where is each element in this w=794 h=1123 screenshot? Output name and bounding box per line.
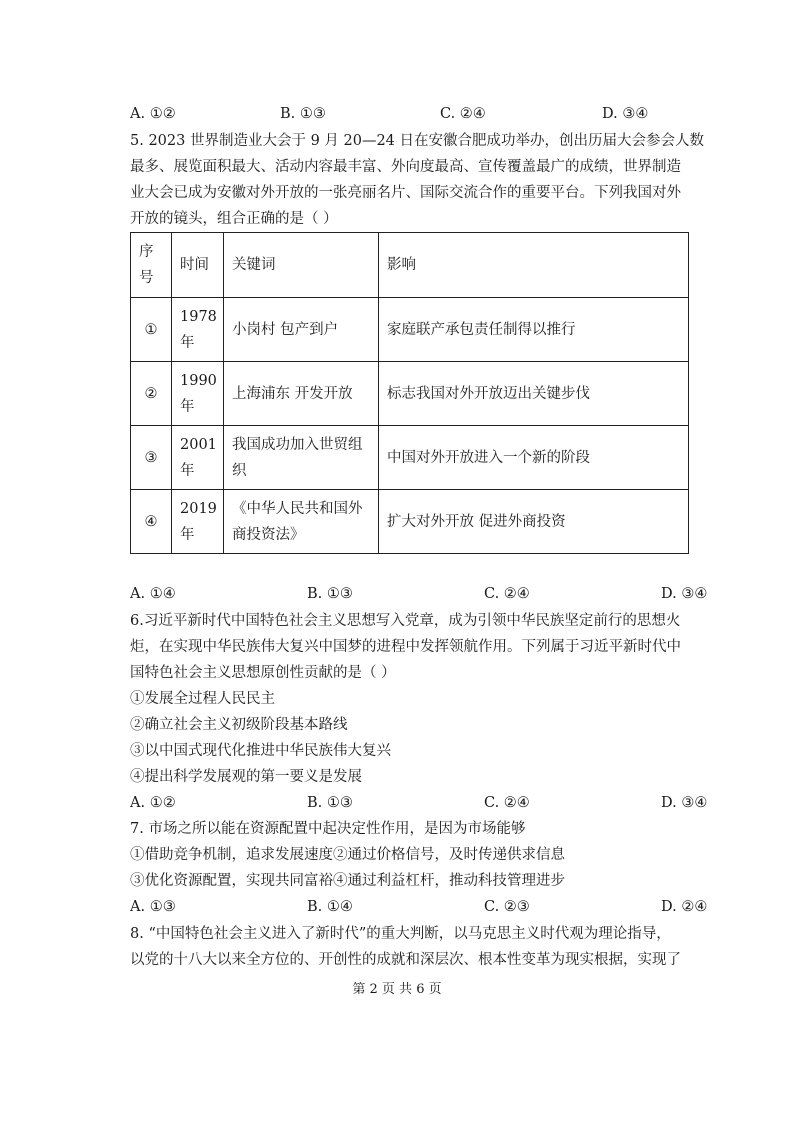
q4-option-d: D. ③④: [602, 106, 649, 122]
table-cell: 中国对外开放进入一个新的阶段: [379, 426, 689, 490]
q6-options: [130, 793, 715, 813]
q6-option-a: A. ①②: [130, 795, 176, 811]
header-cell: 影响: [379, 233, 689, 298]
q7-options: [130, 897, 715, 917]
q6-stem-line: 炬，在实现中华民族伟大复兴中国梦的进程中发挥领航作用。下列属于习近平新时代中: [130, 639, 681, 655]
header-cell: 时间: [172, 233, 224, 298]
table-cell: 标志我国对外开放迈出关键步伐: [379, 362, 689, 426]
q7-option-b: B. ①④: [307, 899, 353, 915]
header-cell: 关键词: [224, 233, 379, 298]
q6-item: ④提出科学发展观的第一要义是发展: [130, 769, 362, 785]
q4-options: [130, 104, 715, 124]
q8-stem-line: 8. “中国特色社会主义进入了新时代”的重大判断，以马克思主义时代观为理论指导，: [130, 926, 671, 942]
q5-stem-line: 业大会已成为安徽对外开放的一张亮丽名片、国际交流合作的重要平台。下列我国对外: [130, 185, 681, 201]
table-cell: 我国成功加入世贸组织: [224, 426, 379, 490]
q6-stem-line: 6.习近平新时代中国特色社会主义思想写入党章，成为引领中华民族坚定前行的思想火: [130, 613, 681, 629]
q7-item: ①借助竞争机制，追求发展速度②通过价格信号，及时传递供求信息: [130, 847, 565, 863]
q6-option-b: B. ①③: [307, 795, 353, 811]
table-cell: 小岗村 包产到户: [224, 298, 379, 362]
header-cell: 序号: [131, 233, 172, 298]
page-footer: 第 2 页 共 6 页: [352, 982, 442, 997]
q4-option-a: A. ①②: [130, 106, 176, 122]
q7-item: ③优化资源配置，实现共同富裕④通过利益杠杆，推动科技管理进步: [130, 873, 565, 889]
table-cell: ④: [131, 490, 172, 554]
table-cell: 《中华人民共和国外商投资法》: [224, 490, 379, 554]
q5-option-c: C. ②④: [484, 586, 530, 602]
table-row: [131, 298, 689, 362]
q6-stem-line: 国特色社会主义思想原创性贡献的是（ ）: [130, 665, 396, 681]
q5-option-b: B. ①③: [307, 586, 353, 602]
q6-item: ③以中国式现代化推进中华民族伟大复兴: [130, 743, 391, 759]
table-cell: 2001年: [172, 426, 224, 490]
table-cell: 2019年: [172, 490, 224, 554]
q7-option-d: D. ②④: [661, 899, 708, 915]
table-cell: ③: [131, 426, 172, 490]
q4-option-b: B. ①③: [280, 106, 326, 122]
table-cell: 家庭联产承包责任制得以推行: [379, 298, 689, 362]
table-cell: 扩大对外开放 促进外商投资: [379, 490, 689, 554]
q6-option-d: D. ③④: [661, 795, 708, 811]
table-row: [131, 490, 689, 554]
q5-stem-line: 5. 2023 世界制造业大会于 9 月 20—24 日在安徽合肥成功举办，创出历届大会参会人数: [130, 133, 705, 149]
q7-option-c: C. ②③: [484, 899, 530, 915]
q6-option-c: C. ②④: [484, 795, 530, 811]
table-row: [131, 426, 689, 490]
table-cell: ②: [131, 362, 172, 426]
q8-stem-line: 以党的十八大以来全方位的、开创性的成就和深层次、根本性变革为现实根据，实现了: [130, 952, 681, 968]
q4-option-c: C. ②④: [440, 106, 486, 122]
q7-option-a: A. ①③: [130, 899, 176, 915]
table-cell: ①: [131, 298, 172, 362]
table-row: [131, 362, 689, 426]
table-header-row: [131, 233, 689, 298]
q5-options: [130, 584, 715, 604]
q5-stem-line: 开放的镜头，组合正确的是（ ）: [130, 211, 338, 227]
q6-item: ②确立社会主义初级阶段基本路线: [130, 717, 348, 733]
q7-stem-line: 7. 市场之所以能在资源配置中起决定性作用，是因为市场能够: [130, 821, 526, 837]
table-cell: 1990年: [172, 362, 224, 426]
table-cell: 1978年: [172, 298, 224, 362]
table-cell: 上海浦东 开发开放: [224, 362, 379, 426]
q5-table: [130, 232, 689, 554]
q5-option-a: A. ①④: [130, 586, 176, 602]
q5-stem-line: 最多、展览面积最大、活动内容最丰富、外向度最高、宣传覆盖最广的成绩，世界制造: [130, 159, 681, 175]
q5-option-d: D. ③④: [661, 586, 708, 602]
q6-item: ①发展全过程人民民主: [130, 691, 275, 707]
